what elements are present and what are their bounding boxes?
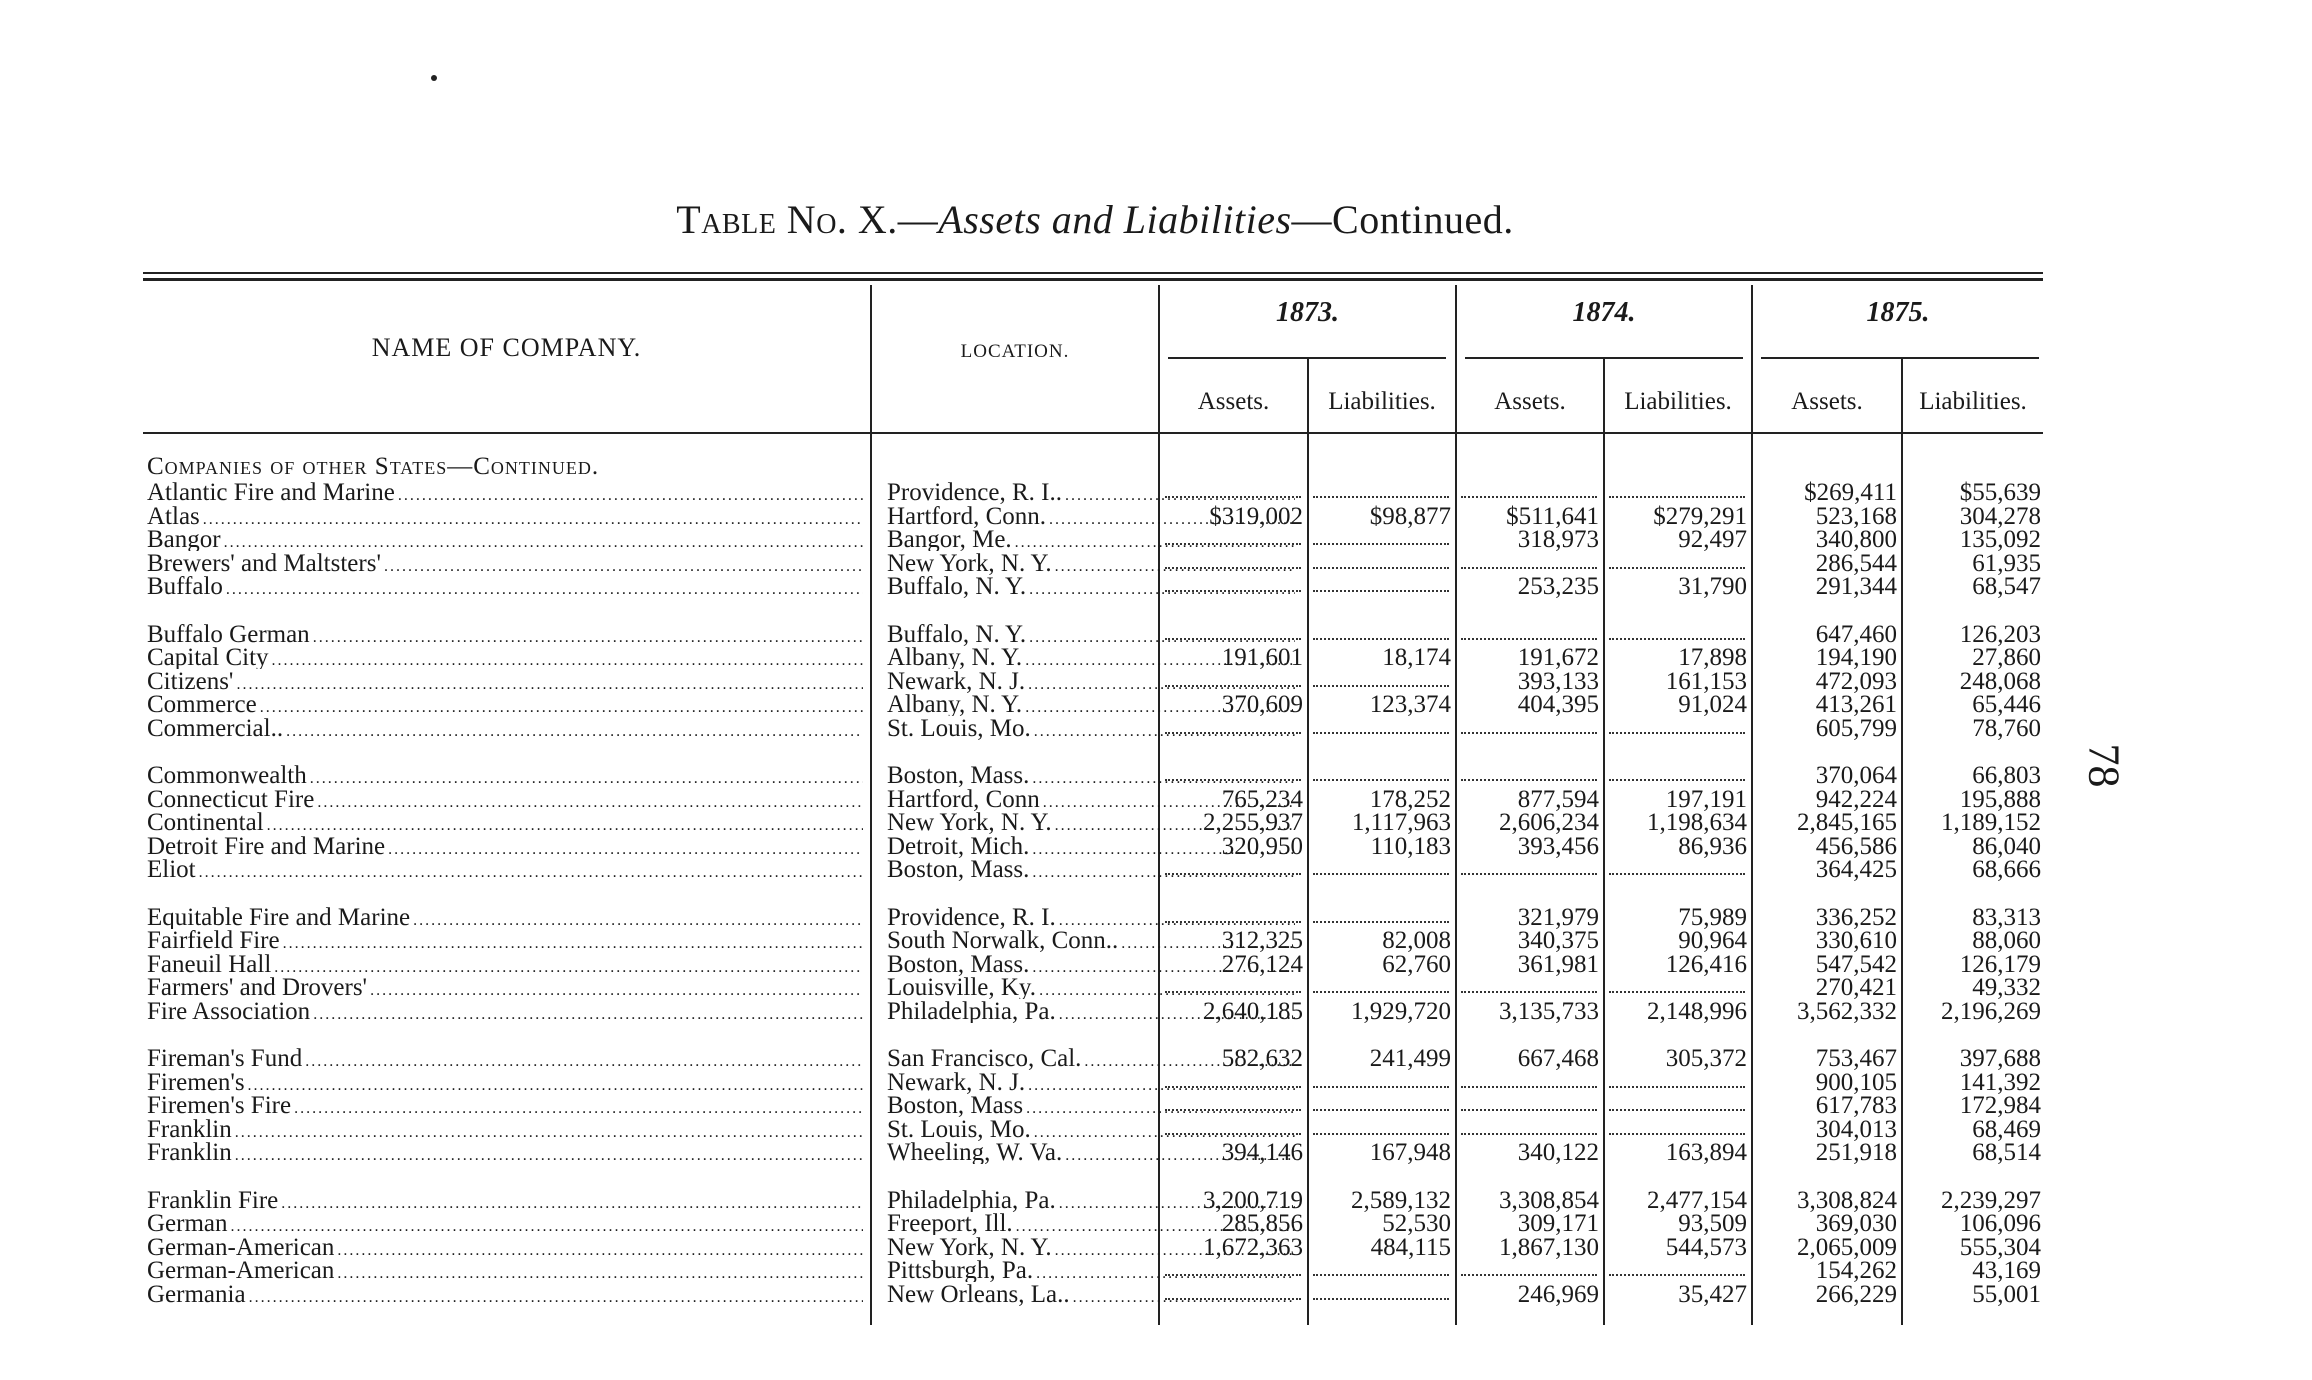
table-row (143, 620, 2043, 648)
empty-cell-dots-a74 (1461, 567, 1597, 569)
value-a73: 312,325 (1221, 927, 1303, 954)
value-a73: 191,601 (1221, 644, 1303, 671)
value-a75: 336,252 (1815, 903, 1897, 931)
empty-cell-dots-l73 (1313, 1133, 1449, 1135)
header-location: LOCATION. (960, 341, 1070, 362)
company-name: German . . . (147, 1212, 863, 1235)
value-l73: 484,115 (1370, 1233, 1451, 1261)
value-l74: 93,509 (1678, 1210, 1747, 1237)
company-location: Freeport, Ill. . . . (887, 1212, 1295, 1235)
value-a74: 309,171 (1517, 1210, 1599, 1237)
header-assets-1873: Assets. (1197, 388, 1270, 415)
value-a74: 340,122 (1517, 1139, 1599, 1166)
company-location: Buffalo, N. Y. . . . (887, 575, 1295, 598)
value-l73: 110,183 (1370, 832, 1451, 860)
value-a75: 617,783 (1815, 1092, 1897, 1119)
value-a74: 253,235 (1517, 573, 1599, 600)
value-l75: 172,984 (1959, 1092, 2041, 1119)
value-l75: 141,392 (1959, 1068, 2041, 1096)
value-a73: 2,640,185 (1203, 997, 1303, 1025)
value-a75: 370,064 (1815, 762, 1897, 789)
company-location: New Orleans, La.. . . . (887, 1283, 1295, 1306)
value-l75: 126,179 (1959, 950, 2041, 978)
table-row (143, 811, 2043, 834)
empty-cell-dots-l74 (1609, 732, 1745, 734)
value-l75: $55,639 (1959, 479, 2041, 506)
empty-cell-dots-l73 (1313, 1109, 1449, 1111)
value-l75: 2,196,269 (1941, 997, 2041, 1025)
empty-cell-dots-l74 (1609, 1133, 1745, 1135)
value-l74: 2,148,996 (1647, 997, 1747, 1025)
value-a75: 291,344 (1815, 573, 1897, 600)
value-a74: 1,867,130 (1499, 1233, 1599, 1261)
empty-cell-dots-l73 (1313, 638, 1449, 640)
value-a75: 251,918 (1815, 1139, 1897, 1166)
value-a75: 286,544 (1815, 549, 1897, 577)
empty-cell-dots-l73 (1313, 873, 1449, 875)
value-a73: 320,950 (1221, 832, 1303, 860)
header-liabilities-1874: Liabilities. (1624, 388, 1732, 415)
value-a74: 404,395 (1517, 691, 1599, 718)
company-location: Bangor, Me. . . . (887, 528, 1295, 551)
empty-cell-dots-a73 (1165, 1133, 1301, 1135)
company-location: Pittsburgh, Pa. . . . (887, 1259, 1295, 1282)
empty-cell-dots-a73 (1165, 1298, 1301, 1300)
company-name: Brewers' and Maltsters' . . . (147, 552, 863, 575)
table-row (143, 1259, 2043, 1282)
empty-cell-dots-a74 (1461, 1086, 1597, 1088)
value-a75: 2,845,165 (1797, 809, 1897, 836)
value-l74: 1,198,634 (1647, 809, 1747, 836)
empty-cell-dots-a73 (1165, 685, 1301, 687)
empty-cell-dots-l74 (1609, 1109, 1745, 1111)
value-l75: 43,169 (1972, 1257, 2041, 1284)
value-l75: 88,060 (1972, 927, 2041, 954)
table-row (143, 929, 2043, 952)
value-l75: 106,096 (1959, 1210, 2041, 1237)
top-double-rule-a (143, 272, 2043, 274)
table-row (143, 714, 2043, 742)
value-l74: 544,573 (1665, 1233, 1747, 1261)
company-name: Fairfield Fire . . . (147, 929, 863, 952)
value-l75: 61,935 (1972, 549, 2041, 577)
value-a75: 3,562,332 (1797, 997, 1897, 1025)
value-l73: 178,252 (1369, 785, 1451, 813)
value-a75: 605,799 (1815, 714, 1897, 742)
value-l75: 2,239,297 (1941, 1186, 2041, 1214)
table-row (143, 903, 2043, 931)
company-name: Bangor . . . (147, 528, 863, 551)
header-year-1875: 1875. (1866, 297, 1930, 328)
company-location: South Norwalk, Conn.. . . . (887, 929, 1295, 952)
empty-cell-dots-l73 (1313, 779, 1449, 781)
table-row (143, 785, 2043, 813)
table-row (143, 1141, 2043, 1164)
company-location: Detroit, Mich. . . . (887, 835, 1295, 858)
value-a73: 1,672,363 (1203, 1233, 1303, 1261)
table-row (143, 1068, 2043, 1096)
empty-cell-dots-a73 (1165, 873, 1301, 875)
company-name: Buffalo . . . (147, 575, 863, 598)
value-a74: 3,135,733 (1499, 997, 1599, 1025)
value-a75: 364,425 (1815, 856, 1897, 883)
value-a74: 191,672 (1517, 644, 1599, 671)
value-l74: 163,894 (1665, 1139, 1747, 1166)
empty-cell-dots-l74 (1609, 779, 1745, 781)
company-location: Albany, N. Y. . . . (887, 646, 1295, 669)
value-a75: 270,421 (1815, 974, 1897, 1001)
company-name: Farmers' and Drovers' . . . (147, 976, 863, 999)
table-row (143, 832, 2043, 860)
value-l74: 2,477,154 (1647, 1186, 1747, 1214)
company-location: Hartford, Conn . . . (887, 788, 1295, 811)
empty-cell-dots-a74 (1461, 732, 1597, 734)
empty-cell-dots-a73 (1165, 638, 1301, 640)
empty-cell-dots-l73 (1313, 991, 1449, 993)
empty-cell-dots-l73 (1313, 543, 1449, 545)
company-name: Connecticut Fire . . . (147, 788, 863, 811)
company-location: Philadelphia, Pa. . . . (887, 1189, 1295, 1212)
company-location: Boston, Mass. . . . (887, 764, 1295, 787)
title-suffix: Continued. (1332, 197, 1514, 242)
table-row (143, 858, 2043, 881)
value-a75: 2,065,009 (1797, 1233, 1897, 1261)
empty-cell-dots-a73 (1165, 1109, 1301, 1111)
value-l75: 68,547 (1972, 573, 2041, 600)
value-l75: 68,469 (1972, 1115, 2041, 1143)
company-location: Providence, R. I.. . . . (887, 481, 1295, 504)
value-l74: 126,416 (1665, 950, 1747, 978)
company-name: German-American . . . (147, 1236, 863, 1259)
empty-cell-dots-l73 (1313, 685, 1449, 687)
company-name: Citizens' . . . (147, 670, 863, 693)
company-name: Firemen's Fire . . . (147, 1094, 863, 1117)
value-l73: 167,948 (1369, 1139, 1451, 1166)
empty-cell-dots-l74 (1609, 873, 1745, 875)
year-underline-1873 (1168, 357, 1446, 359)
empty-cell-dots-l73 (1313, 496, 1449, 498)
value-l73: 2,589,132 (1351, 1186, 1451, 1214)
value-l73: $98,877 (1369, 502, 1451, 530)
value-a75: 154,262 (1815, 1257, 1897, 1284)
company-name: Commercial.. . . . (147, 717, 863, 740)
company-location: Boston, Mass. . . . (887, 953, 1295, 976)
empty-cell-dots-l74 (1609, 638, 1745, 640)
title-dash-1: — (897, 197, 939, 242)
value-l75: 68,666 (1972, 856, 2041, 883)
empty-cell-dots-a74 (1461, 873, 1597, 875)
company-name: Franklin Fire . . . (147, 1189, 863, 1212)
empty-cell-dots-a74 (1461, 1274, 1597, 1276)
header-year-1873: 1873. (1276, 297, 1339, 328)
value-l73: 18,174 (1382, 644, 1451, 671)
page-title (0, 196, 2190, 243)
company-name: German-American . . . (147, 1259, 863, 1282)
table-row (143, 1115, 2043, 1143)
company-name: Faneuil Hall . . . (147, 953, 863, 976)
company-name: Atlantic Fire and Marine . . . (147, 481, 863, 504)
value-a74: 361,981 (1517, 950, 1599, 978)
value-a73: $319,002 (1209, 502, 1303, 530)
value-l74: 161,153 (1665, 667, 1747, 695)
company-location: Newark, N. J. . . . (887, 1071, 1295, 1094)
value-a74: 393,456 (1517, 832, 1599, 860)
table-row (143, 997, 2043, 1025)
empty-cell-dots-a73 (1165, 732, 1301, 734)
value-l74: 197,191 (1665, 785, 1747, 813)
value-a75: 330,610 (1815, 927, 1897, 954)
company-location: Newark, N. J. . . . (887, 670, 1295, 693)
value-l75: 66,803 (1972, 762, 2041, 789)
value-l73: 1,117,963 (1351, 809, 1451, 836)
value-l75: 49,332 (1972, 974, 2041, 1001)
company-location: Hartford, Conn. . . . (887, 505, 1295, 528)
empty-cell-dots-l74 (1609, 567, 1745, 569)
value-l73: 82,008 (1382, 927, 1451, 954)
company-name: Atlas . . . (147, 505, 863, 528)
empty-cell-dots-a73 (1165, 543, 1301, 545)
value-l74: 91,024 (1678, 691, 1747, 718)
company-name: Continental . . . (147, 811, 863, 834)
value-a75: $269,411 (1804, 479, 1897, 506)
value-l75: 195,888 (1959, 785, 2041, 813)
table-row (143, 1233, 2043, 1261)
empty-cell-dots-l73 (1313, 590, 1449, 592)
table-row (143, 549, 2043, 577)
value-l74: 31,790 (1678, 573, 1747, 600)
value-a75: 900,105 (1815, 1068, 1897, 1096)
empty-cell-dots-a73 (1165, 1086, 1301, 1088)
empty-cell-dots-l73 (1313, 732, 1449, 734)
value-l74: 86,936 (1678, 832, 1747, 860)
company-location: New York, N. Y. . . . (887, 552, 1295, 575)
company-location: Boston, Mass. . . . (887, 858, 1295, 881)
company-name: Commerce . . . (147, 693, 863, 716)
value-a74: 321,979 (1517, 903, 1599, 931)
value-l75: 55,001 (1972, 1280, 2041, 1308)
table-row (143, 1280, 2043, 1308)
company-name: Firemen's . . . (147, 1071, 863, 1094)
year-underline-1874 (1465, 357, 1743, 359)
value-l75: 555,304 (1959, 1233, 2041, 1261)
table-row (143, 1212, 2043, 1235)
value-a74: $511,641 (1506, 502, 1599, 530)
year-underline-1875 (1761, 357, 2039, 359)
empty-cell-dots-l74 (1609, 991, 1745, 993)
value-l75: 397,688 (1959, 1045, 2041, 1072)
company-name: Buffalo German . . . (147, 623, 863, 646)
title-prefix: Table No. X. (676, 197, 898, 242)
value-l74: 90,964 (1678, 927, 1747, 954)
header-liabilities-1873: Liabilities. (1328, 388, 1436, 415)
header-assets-1874: Assets. (1494, 388, 1566, 415)
value-a74: 340,375 (1517, 927, 1599, 954)
value-l75: 126,203 (1959, 620, 2041, 648)
empty-cell-dots-a74 (1461, 638, 1597, 640)
value-a75: 3,308,824 (1797, 1186, 1897, 1214)
top-double-rule-b (143, 278, 2043, 281)
value-a73: 285,856 (1221, 1210, 1303, 1237)
value-l73: 1,929,720 (1351, 997, 1451, 1025)
value-a74: 393,133 (1517, 667, 1599, 695)
value-a73: 765,234 (1221, 785, 1303, 813)
value-a73: 582,632 (1221, 1045, 1303, 1072)
value-l75: 304,278 (1959, 502, 2041, 530)
empty-cell-dots-a74 (1461, 991, 1597, 993)
company-location: Buffalo, N. Y. . . . (887, 623, 1295, 646)
empty-cell-dots-a73 (1165, 779, 1301, 781)
table-row (143, 1094, 2043, 1117)
value-a75: 647,460 (1815, 620, 1897, 648)
company-location: New York, N. Y. . . . (887, 1236, 1295, 1259)
header-name-of-company: NAME OF COMPANY. (371, 333, 642, 362)
value-a74: 2,606,234 (1499, 809, 1599, 836)
value-a73: 276,124 (1221, 950, 1303, 978)
company-location: New York, N. Y. . . . (887, 811, 1295, 834)
empty-cell-dots-a73 (1165, 1274, 1301, 1276)
company-location: St. Louis, Mo. . . . (887, 717, 1295, 740)
value-a73: 2,255,937 (1203, 809, 1303, 836)
empty-cell-dots-a74 (1461, 496, 1597, 498)
header-liabilities-1875: Liabilities. (1919, 388, 2027, 415)
value-l73: 123,374 (1369, 691, 1451, 718)
value-l75: 27,860 (1972, 644, 2041, 671)
empty-cell-dots-a74 (1461, 1133, 1597, 1135)
value-a73: 394,146 (1221, 1139, 1303, 1166)
empty-cell-dots-l73 (1313, 567, 1449, 569)
value-a75: 472,093 (1815, 667, 1897, 695)
empty-cell-dots-a73 (1165, 991, 1301, 993)
company-location: Louisville, Ky. . . . (887, 976, 1295, 999)
value-l73: 241,499 (1369, 1045, 1451, 1072)
value-a75: 340,800 (1815, 526, 1897, 553)
value-a75: 547,542 (1815, 950, 1897, 978)
empty-cell-dots-l73 (1313, 1086, 1449, 1088)
table-row (143, 502, 2043, 530)
empty-cell-dots-a73 (1165, 496, 1301, 498)
company-location: San Francisco, Cal. . . . (887, 1047, 1295, 1070)
table-row (143, 481, 2043, 504)
value-l75: 68,514 (1972, 1139, 2041, 1166)
table-row (143, 667, 2043, 695)
header-year-1874: 1874. (1572, 297, 1636, 328)
value-a75: 194,190 (1815, 644, 1897, 671)
value-l75: 65,446 (1972, 691, 2041, 718)
table-row (143, 976, 2043, 999)
table-row (143, 693, 2043, 716)
table-row (143, 950, 2043, 978)
company-location: Philadelphia, Pa. . . . (887, 1000, 1295, 1023)
company-name: Fireman's Fund . . . (147, 1047, 863, 1070)
empty-cell-dots-l74 (1609, 1274, 1745, 1276)
assets-liabilities-table (143, 285, 2043, 1325)
empty-cell-dots-a74 (1461, 779, 1597, 781)
company-name: Detroit Fire and Marine . . . (147, 835, 863, 858)
value-l74: 17,898 (1678, 644, 1747, 671)
value-a75: 266,229 (1815, 1280, 1897, 1308)
empty-cell-dots-a73 (1165, 921, 1301, 923)
title-italic: Assets and Liabilities (938, 197, 1292, 242)
company-name: Capital City . . . (147, 646, 863, 669)
page-number: 78 (2079, 743, 2129, 788)
value-a74: 877,594 (1517, 785, 1599, 813)
value-l74: 92,497 (1678, 526, 1747, 553)
table-row (143, 575, 2043, 598)
company-location: Providence, R. I. . . . (887, 906, 1295, 929)
table-row (143, 764, 2043, 787)
company-location: Albany, N. Y. . . . (887, 693, 1295, 716)
value-a74: 3,308,854 (1499, 1186, 1599, 1214)
company-location: Boston, Mass . . . (887, 1094, 1295, 1117)
value-a75: 304,013 (1815, 1115, 1897, 1143)
company-name: Eliot . . . (147, 858, 863, 881)
stray-dot-mark (431, 75, 437, 81)
company-name: Fire Association . . . (147, 1000, 863, 1023)
company-name: Franklin . . . (147, 1141, 863, 1164)
empty-cell-dots-l73 (1313, 1298, 1449, 1300)
company-name: Germania . . . (147, 1283, 863, 1306)
value-a73: 3,200,719 (1203, 1186, 1303, 1214)
value-l75: 1,189,152 (1941, 809, 2041, 836)
empty-cell-dots-l74 (1609, 496, 1745, 498)
company-location: St. Louis, Mo. . . . (887, 1118, 1295, 1141)
table-row (143, 1186, 2043, 1214)
value-a75: 413,261 (1815, 691, 1897, 718)
value-l74: $279,291 (1653, 502, 1747, 530)
company-name: Franklin . . . (147, 1118, 863, 1141)
value-l74: 75,989 (1678, 903, 1747, 931)
title-dash-2: — (1291, 197, 1333, 242)
value-l75: 248,068 (1959, 667, 2041, 695)
empty-cell-dots-a73 (1165, 567, 1301, 569)
value-l73: 52,530 (1382, 1210, 1451, 1237)
value-l75: 86,040 (1972, 832, 2041, 860)
value-a73: 370,609 (1221, 691, 1303, 718)
empty-cell-dots-a74 (1461, 1109, 1597, 1111)
table-row (143, 528, 2043, 551)
value-a74: 318,973 (1517, 526, 1599, 553)
table-row (143, 646, 2043, 669)
company-name: Equitable Fire and Marine . . . (147, 906, 863, 929)
company-location: Wheeling, W. Va. . . . (887, 1141, 1295, 1164)
value-l75: 135,092 (1959, 526, 2041, 553)
value-l74: 35,427 (1678, 1280, 1747, 1308)
empty-cell-dots-a73 (1165, 590, 1301, 592)
header-bottom-rule (143, 432, 2043, 434)
empty-cell-dots-l73 (1313, 921, 1449, 923)
empty-cell-dots-l74 (1609, 1086, 1745, 1088)
value-l75: 83,313 (1972, 903, 2041, 931)
value-a75: 753,467 (1815, 1045, 1897, 1072)
value-l75: 78,760 (1972, 714, 2041, 742)
empty-cell-dots-l73 (1313, 1274, 1449, 1276)
company-name: Commonwealth . . . (147, 764, 863, 787)
section-label: Companies of other States—Continued. (147, 453, 600, 480)
value-l74: 305,372 (1665, 1045, 1747, 1072)
header-assets-1875: Assets. (1791, 388, 1863, 415)
value-a75: 942,224 (1815, 785, 1897, 813)
value-a75: 369,030 (1815, 1210, 1897, 1237)
value-a74: 667,468 (1517, 1045, 1599, 1072)
table-row (143, 1047, 2043, 1070)
value-a75: 523,168 (1815, 502, 1897, 530)
value-a75: 456,586 (1815, 832, 1897, 860)
value-l73: 62,760 (1382, 950, 1451, 978)
value-a74: 246,969 (1517, 1280, 1599, 1308)
